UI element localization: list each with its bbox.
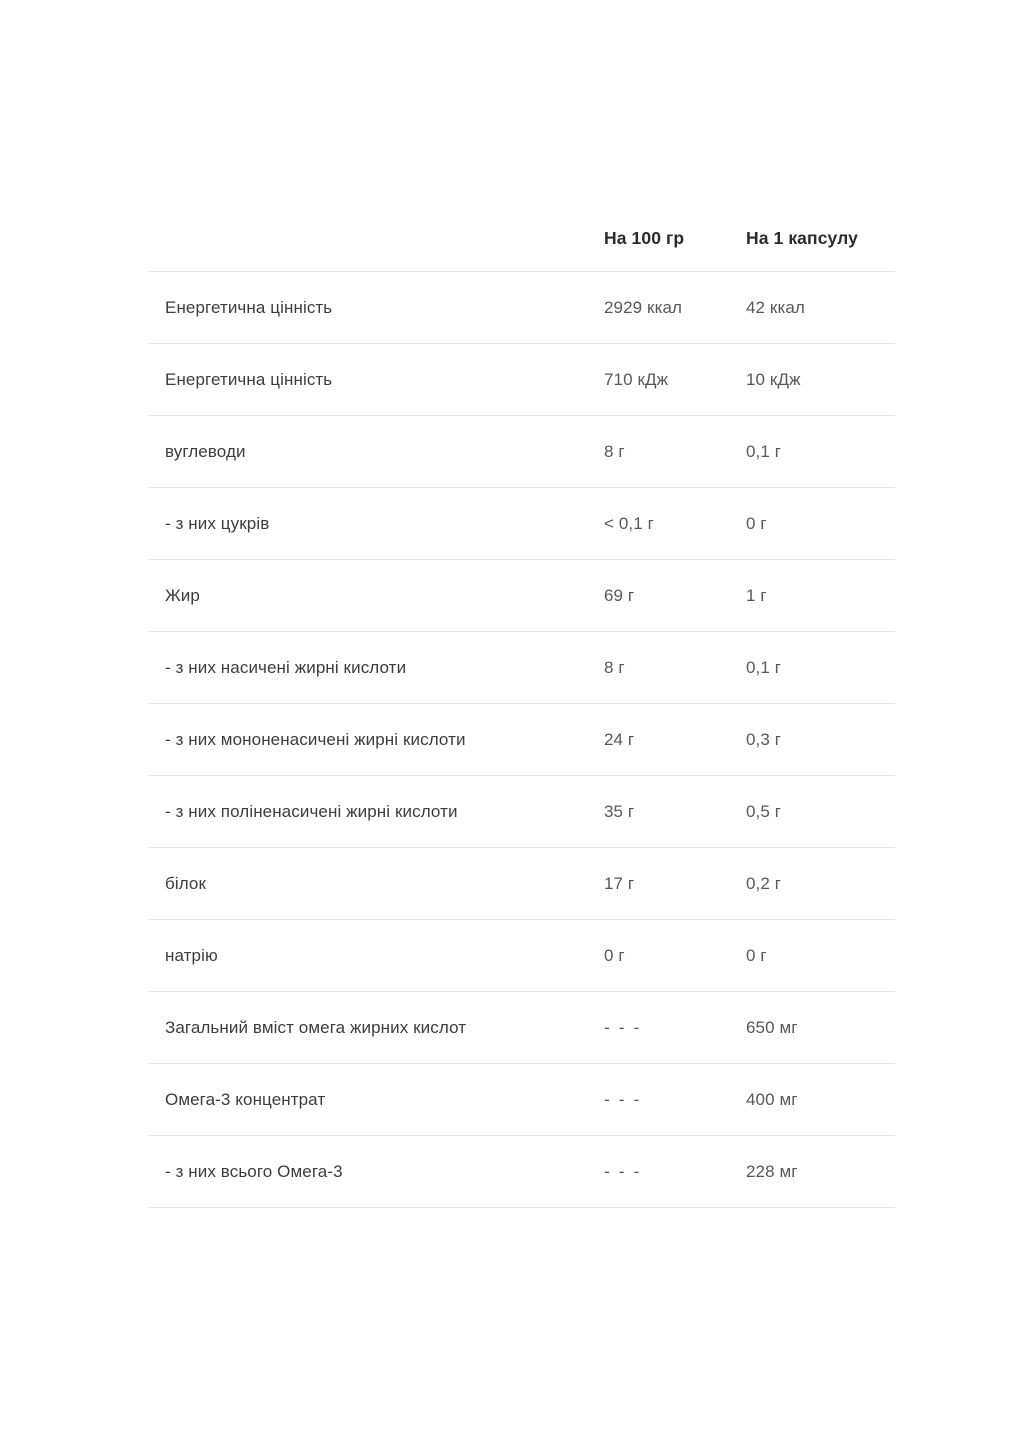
value-per-100g: - - - xyxy=(604,1161,642,1181)
table-row xyxy=(148,776,895,848)
nutrient-label: білок xyxy=(165,873,207,893)
value-per-100g: 8 г xyxy=(604,441,625,461)
nutrient-label: - з них мононенасичені жирні кислоти xyxy=(165,729,466,749)
table-row xyxy=(148,704,895,776)
nutrient-label: - з них всього Омега-3 xyxy=(165,1161,343,1181)
column-header-per-capsule: На 1 капсулу xyxy=(746,228,858,248)
value-per-100g: 8 г xyxy=(604,657,625,677)
value-per-100g: 69 г xyxy=(604,585,635,605)
value-per-100g: 2929 ккал xyxy=(604,297,683,317)
value-per-100g: 710 кДж xyxy=(604,369,669,389)
value-per-100g: 0 г xyxy=(604,945,625,965)
value-per-100g: < 0,1 г xyxy=(604,513,654,533)
nutrient-label: Омега-3 концентрат xyxy=(165,1089,326,1109)
value-per-capsule: 0,1 г xyxy=(746,441,782,461)
column-header-per-100g: На 100 гр xyxy=(604,228,685,248)
nutrient-label: Жир xyxy=(165,585,200,605)
value-per-capsule: 0,5 г xyxy=(746,801,782,821)
table-row xyxy=(148,1064,895,1136)
nutrition-facts-panel xyxy=(148,228,895,1208)
nutrient-label: натрію xyxy=(165,945,218,965)
table-row xyxy=(148,488,895,560)
value-per-capsule: 0,1 г xyxy=(746,657,782,677)
value-per-100g: 24 г xyxy=(604,729,635,749)
value-per-capsule: 1 г xyxy=(746,585,767,605)
table-row xyxy=(148,1136,895,1208)
table-row xyxy=(148,992,895,1064)
value-per-capsule: 400 мг xyxy=(746,1089,798,1109)
nutrient-label: Енергетична цінність xyxy=(165,297,333,317)
header-row xyxy=(148,228,895,272)
table-row xyxy=(148,632,895,704)
value-per-capsule: 0 г xyxy=(746,945,767,965)
nutrition-facts-table xyxy=(148,228,895,1208)
value-per-100g: 35 г xyxy=(604,801,635,821)
value-per-capsule: 10 кДж xyxy=(746,369,801,389)
nutrient-label: Енергетична цінність xyxy=(165,369,333,389)
column-header-nutrient xyxy=(148,228,600,272)
table-row xyxy=(148,848,895,920)
nutrient-label: - з них насичені жирні кислоти xyxy=(165,657,407,677)
nutrient-label: Загальний вміст омега жирних кислот xyxy=(165,1017,467,1037)
table-row xyxy=(148,920,895,992)
nutrient-label: - з них поліненасичені жирні кислоти xyxy=(165,801,458,821)
value-per-100g: - - - xyxy=(604,1017,642,1037)
nutrient-label: вуглеводи xyxy=(165,441,246,461)
table-row xyxy=(148,272,895,344)
table-body xyxy=(148,272,895,1208)
value-per-capsule: 650 мг xyxy=(746,1017,798,1037)
table-row xyxy=(148,344,895,416)
value-per-capsule: 228 мг xyxy=(746,1161,798,1181)
table-header xyxy=(148,228,895,272)
table-row xyxy=(148,560,895,632)
value-per-capsule: 0,2 г xyxy=(746,873,782,893)
value-per-capsule: 0 г xyxy=(746,513,767,533)
value-per-capsule: 42 ккал xyxy=(746,297,805,317)
table-row xyxy=(148,416,895,488)
value-per-capsule: 0,3 г xyxy=(746,729,782,749)
value-per-100g: 17 г xyxy=(604,873,635,893)
value-per-100g: - - - xyxy=(604,1089,642,1109)
nutrient-label: - з них цукрів xyxy=(165,513,270,533)
